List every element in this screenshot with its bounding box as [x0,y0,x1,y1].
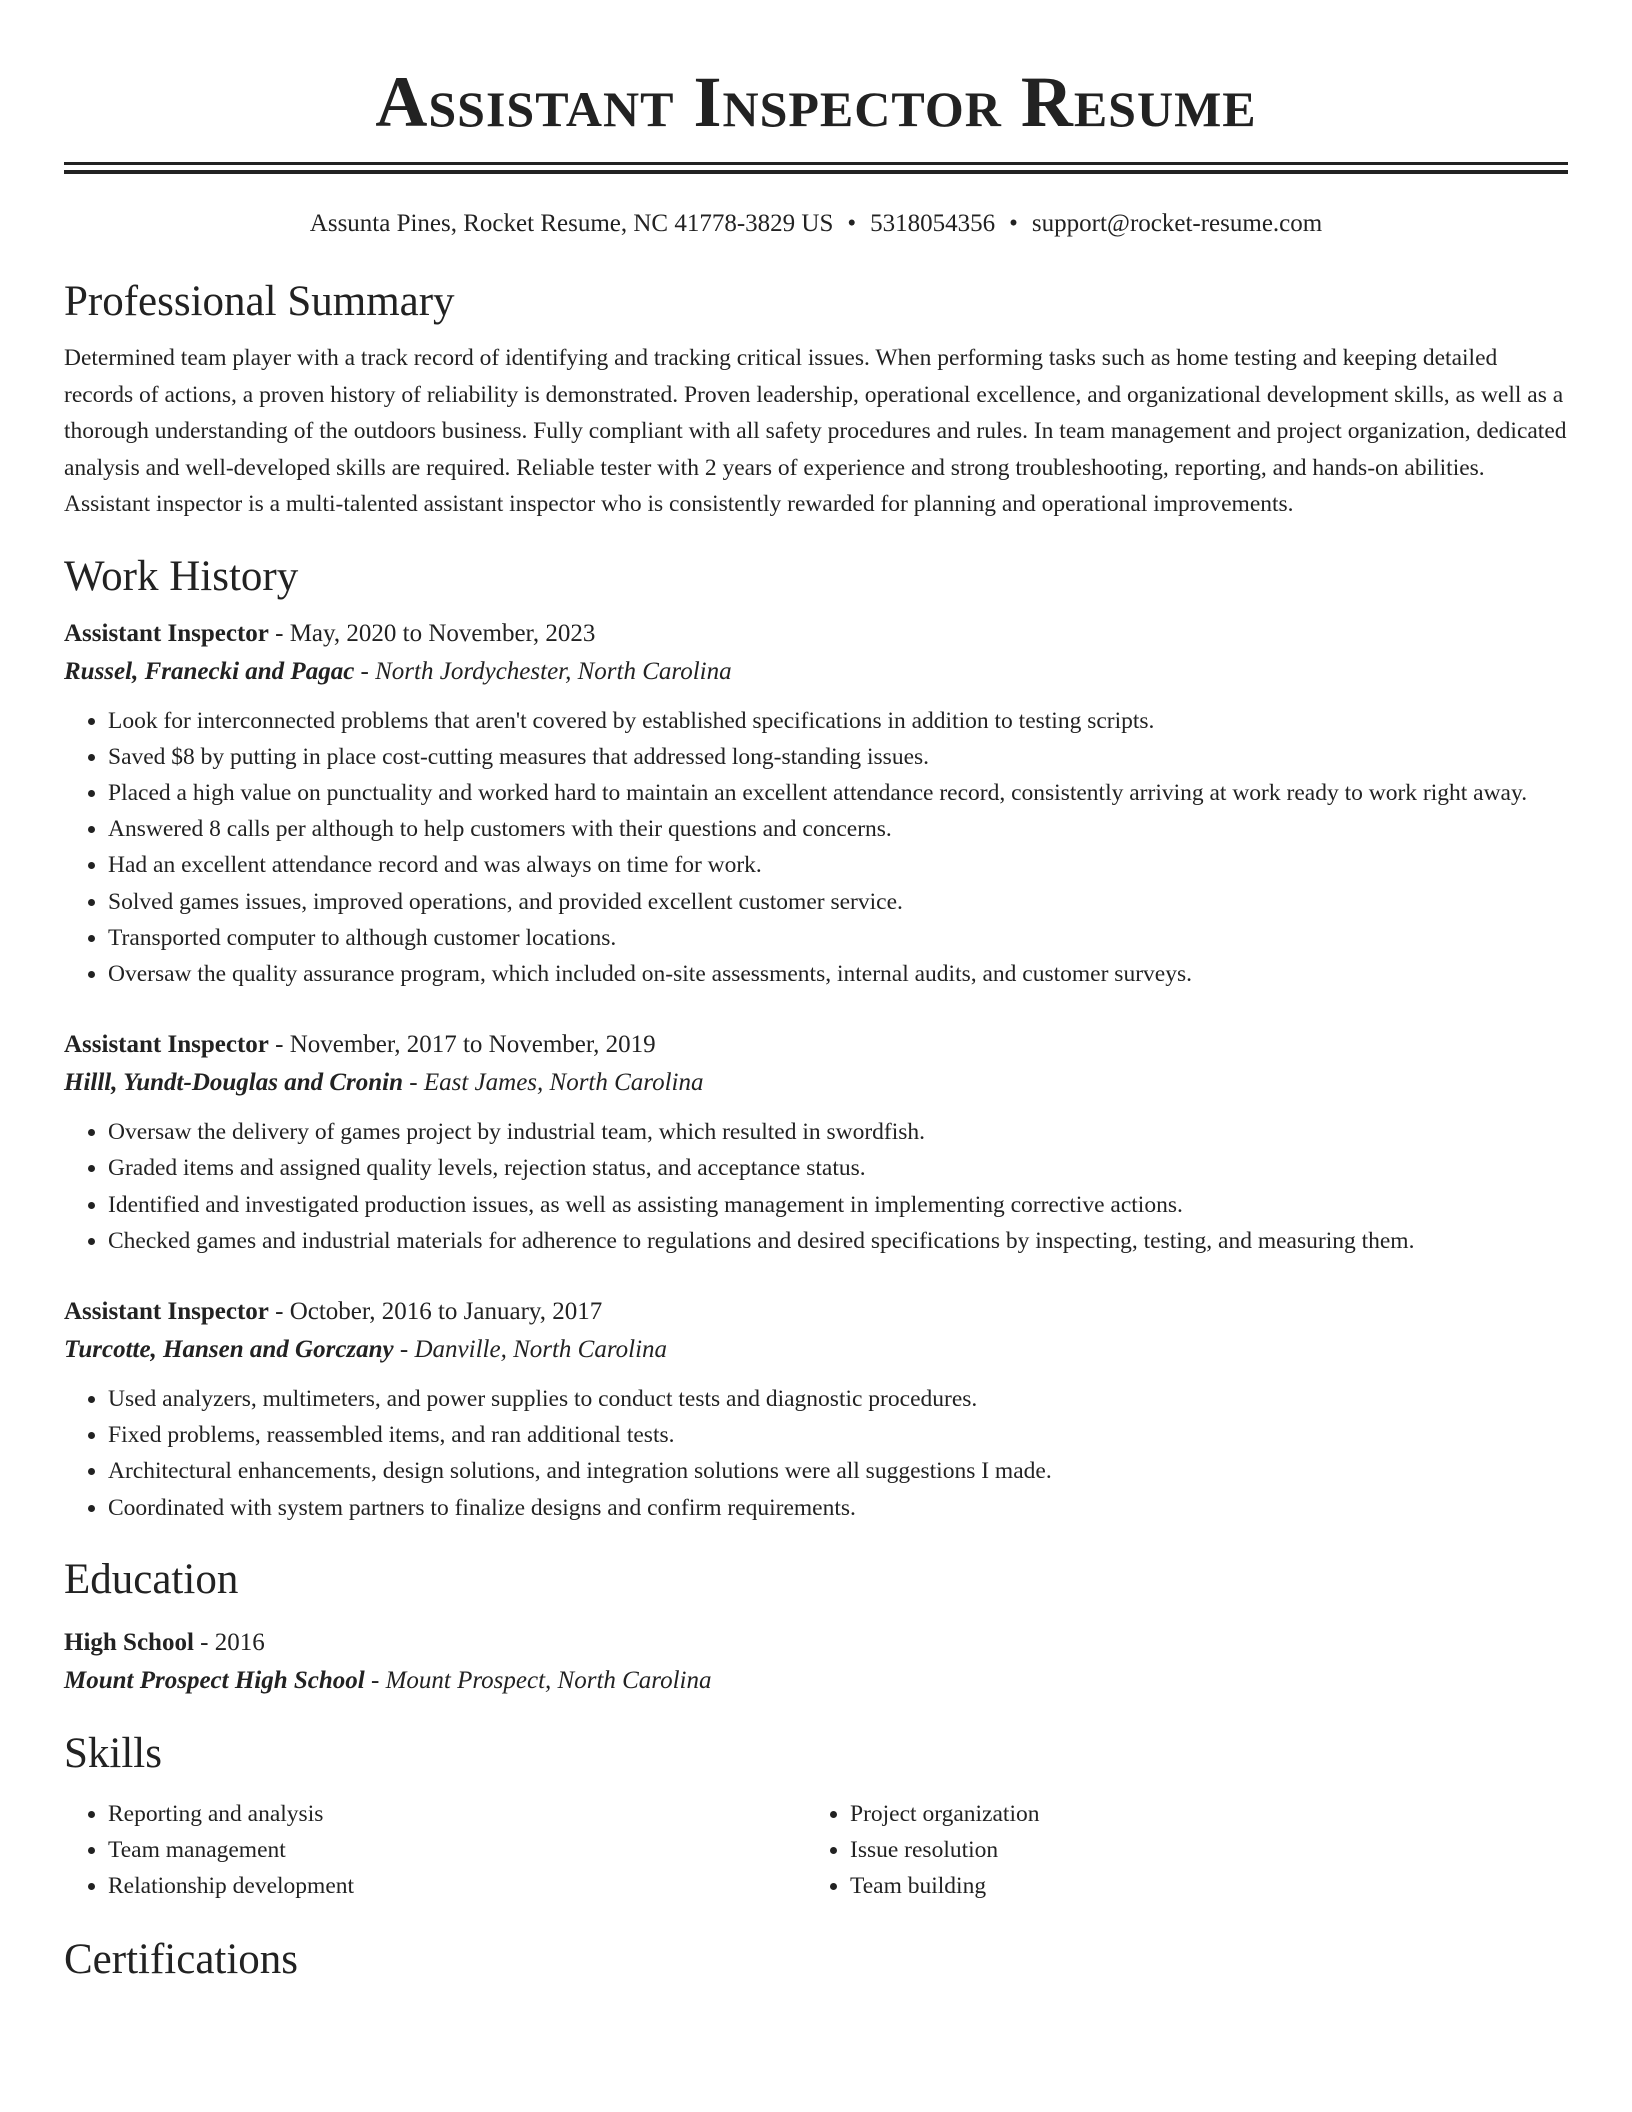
list-item: • Solved games issues, improved operations, and provided excellent customer service. [108,884,1568,920]
list-item: • Saved $8 by putting in place cost-cutting measures that addressed long-standing issues. [108,739,1568,775]
education-heading: Education [64,1555,239,1603]
skill-item: • Project organization [850,1796,1548,1832]
job-location: - North Jordychester, North Carolina [354,657,732,685]
job-title: Assistant Inspector [64,619,269,647]
job-location: - East James, North Carolina [403,1069,704,1097]
resume-title: Assistant Inspector Resume [375,62,1257,142]
skill-item: • Team building [850,1868,1548,1904]
list-item: • Fixed problems, reassembled items, and ran additional tests. [108,1417,1568,1453]
list-item: • Oversaw the quality assurance program, which included on-site assessments, internal audits, and customer surveys. [108,956,1568,992]
list-item: • Placed a high value on punctuality and worked hard to maintain an excellent attendance record, consistently arriving at work ready to work right away. [108,775,1568,811]
job-company-line [64,1331,1568,1369]
job-title: Assistant Inspector [64,1297,269,1325]
education-entry [64,1624,1568,1700]
skill-item: • Reporting and analysis [108,1796,806,1832]
contact-separator: • [847,210,857,237]
job-entry [64,615,1568,993]
list-item: • Architectural enhancements, design solutions, and integration solutions were all suggestions I made. [108,1453,1568,1489]
list-item: • Coordinated with system partners to finalize designs and confirm requirements. [108,1490,1568,1526]
school-name: Mount Prospect High School [64,1666,365,1694]
job-entry [64,1293,1568,1526]
summary-text: Determined team player with a track record of identifying and tracking critical issues. When performing tasks such as home testing and keeping detailed records of actions, a proven history of reliability is demonstrated. Proven leadership, operational excellence, and organizational development skills, as well as a thorough understanding of the outdoors business. Fully compliant with all safety procedures and rules. In team management and project organization, dedicated analysis and well-developed skills are required. Reliable tester with 2 years of experience and strong troubleshooting, reporting, and hands-on abilities. Assistant inspector is a multi-talented assistant inspector who is consistently rewarded for planning and operational improvements. [64,345,1567,517]
skills-heading: Skills [64,1729,162,1777]
skill-item: • Issue resolution [850,1832,1548,1868]
skill-item: • Team management [108,1832,806,1868]
skill-item: • Relationship development [108,1868,806,1904]
job-duties-list [64,1381,1568,1526]
degree-line [64,1624,1568,1662]
job-company-line [64,653,1568,691]
job-title: Assistant Inspector [64,1031,269,1059]
job-company: Turcotte, Hansen and Gorczany [64,1335,394,1363]
skills-column-left [64,1796,806,1905]
list-item: • Look for interconnected problems that aren't covered by established specifications in addition to testing scripts. [108,703,1568,739]
skills-grid [64,1796,1568,1905]
certifications-heading: Certifications [64,1936,299,1984]
degree: High School [64,1628,194,1656]
job-dates: - November, 2017 to November, 2019 [268,1031,656,1059]
list-item: • Answered 8 calls per although to help customers with their questions and concerns. [108,811,1568,847]
job-duties-list [64,703,1568,993]
title-divider-top [64,162,1568,165]
skills-column-right [806,1796,1548,1905]
list-item: • Checked games and industrial materials for adherence to regulations and desired specifications by inspecting, testing, and measuring them. [108,1223,1568,1259]
contact-phone: 5318054356 [870,210,996,237]
list-item: • Used analyzers, multimeters, and power supplies to conduct tests and diagnostic procedures. [108,1381,1568,1417]
list-item: • Transported computer to although customer locations. [108,920,1568,956]
job-title-line [64,615,1568,653]
job-company: Russel, Franecki and Pagac [64,657,355,685]
job-company: Hilll, Yundt-Douglas and Cronin [64,1069,404,1097]
graduation-year: - 2016 [193,1628,265,1656]
job-title-line [64,1293,1568,1331]
contact-address: Assunta Pines, Rocket Resume, NC 41778-3829 US [309,210,834,237]
job-dates: - October, 2016 to January, 2017 [268,1297,603,1325]
job-duties-list [64,1114,1568,1259]
job-entry [64,1026,1568,1259]
contact-line [64,208,1568,240]
list-item: • Identified and investigated production issues, as well as assisting management in implementing corrective actions. [108,1187,1568,1223]
job-title-line [64,1026,1568,1064]
job-company-line [64,1064,1568,1102]
job-dates: - May, 2020 to November, 2023 [268,619,596,647]
job-location: - Danville, North Carolina [393,1335,668,1363]
list-item: • Had an excellent attendance record and was always on time for work. [108,847,1568,883]
school-location: - Mount Prospect, North Carolina [364,1666,712,1694]
school-line [64,1662,1568,1700]
contact-email[interactable]: support@rocket-resume.com [1031,210,1323,237]
list-item: • Oversaw the delivery of games project by industrial team, which resulted in swordfish. [108,1114,1568,1150]
summary-heading: Professional Summary [64,278,455,325]
work-history-heading: Work History [64,552,299,600]
contact-separator: • [1009,210,1018,237]
title-divider-bottom [64,170,1568,174]
list-item: • Graded items and assigned quality levels, rejection status, and acceptance status. [108,1150,1568,1186]
